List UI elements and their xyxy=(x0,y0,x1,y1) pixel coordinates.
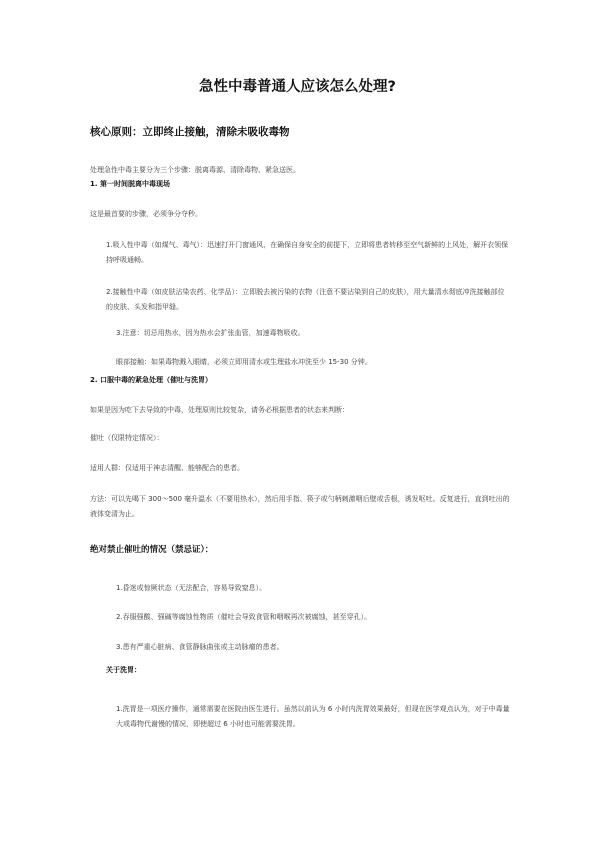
emesis-audience: 适用人群：仅适用于神志清醒、能够配合的患者。 xyxy=(90,464,244,472)
contraindication-item-coma: 1.昏迷或惊厥状态（无法配合，容易导致窒息）。 xyxy=(116,584,267,592)
contraindication-heading: 绝对禁止催吐的情况（禁忌证）： xyxy=(90,545,214,555)
intro-paragraph: 处理急性中毒主要分为三个步骤：脱离毒源、清除毒物、紧急送医。 xyxy=(90,166,300,174)
contraindication-item-heart: 3.患有严重心脏病、食管静脉曲张或主动脉瘤的患者。 xyxy=(116,643,284,651)
step1-item-caution: 3.注意：切忌用热水，因为热水会扩张血管，加速毒物吸收。 xyxy=(116,329,305,337)
step1-item-eye: 眼部接触：如果毒物溅入眼睛，必须立即用清水或生理盐水冲洗至少 15-30 分钟。 xyxy=(116,358,372,366)
page-title: 急性中毒普通人应该怎么处理? xyxy=(199,79,396,95)
emesis-method: 方法：可以先喝下 300～500 毫升温水（不要用热水），然后用手指、筷子或勺柄刺激咽后壁或舌根，诱发呕吐。反复进行，直到吐出的液体变清为止。 xyxy=(90,495,510,518)
step1-lead: 这是最首要的步骤，必须争分夺秒。 xyxy=(90,210,202,218)
step1-item-inhalation: 1.吸入性中毒（如煤气、毒气）：迅速打开门窗通风，在确保自身安全的前提下，立即将患者转移至空气新鲜的上风处，解开衣领保持呼吸通畅。 xyxy=(106,241,509,264)
contraindication-item-corrosive: 2.吞服强酸、强碱等腐蚀性物质（催吐会导致食管和咽喉再次被腐蚀，甚至穿孔）。 xyxy=(116,613,372,621)
step1-heading: 1. 第一时间脱离中毒现场 xyxy=(90,180,170,188)
core-principle-heading: 核心原则：立即终止接触，清除未吸收毒物 xyxy=(90,126,290,138)
lavage-item: 1.洗胃是一项医疗操作，通常需要在医院由医生进行。虽然以前认为 6 小时内洗胃效果最好，但现在医学观点认为，对于中毒量大或毒物代谢慢的情况，即使超过 6 小时也可能需要洗胃。 xyxy=(116,705,510,728)
step1-item-contact: 2.接触性中毒（如皮肤沾染农药、化学品）：立即脱去被污染的衣物（注意不要沾染到自己的皮肤），用大量清水彻底冲洗接触部位的皮肤、头发和指甲缝。 xyxy=(106,288,505,311)
step2-heading: 2. 口服中毒的紧急处理（催吐与洗胃） xyxy=(90,376,212,384)
lavage-heading: 关于洗胃： xyxy=(106,666,141,674)
emesis-label: 催吐（仅限特定情况）： xyxy=(90,434,164,442)
step2-lead: 如果是因为吃下去导致的中毒，处理原则比较复杂，请务必根据患者的状态来判断： xyxy=(90,406,349,414)
